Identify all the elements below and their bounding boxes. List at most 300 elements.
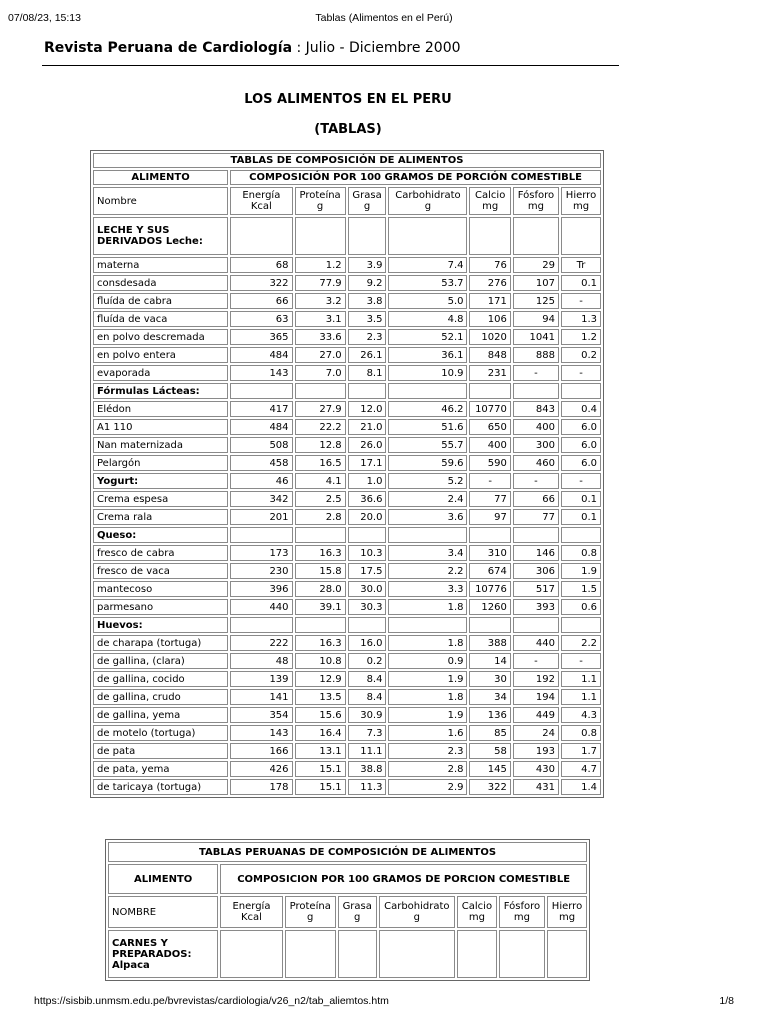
value-cell: 650 — [469, 419, 510, 435]
table-caption-row — [93, 153, 601, 168]
value-cell: 2.5 — [295, 491, 346, 507]
table-group-header-row — [93, 170, 601, 185]
composition-table-2 — [105, 839, 590, 981]
empty-cell — [469, 527, 510, 543]
value-cell: 143 — [230, 365, 292, 381]
value-cell: 400 — [469, 437, 510, 453]
value-cell: 306 — [513, 563, 559, 579]
empty-cell — [388, 217, 467, 255]
empty-cell — [379, 930, 455, 978]
value-cell: 1.9 — [388, 707, 467, 723]
value-cell: 1.2 — [561, 329, 601, 345]
value-cell: 7.3 — [348, 725, 387, 741]
value-cell: 107 — [513, 275, 559, 291]
food-name: Pelargón — [93, 455, 228, 471]
table-row — [93, 743, 601, 759]
value-cell: 1.8 — [388, 599, 467, 615]
table-row — [93, 401, 601, 417]
food-name: consdesada — [93, 275, 228, 291]
value-cell: 674 — [469, 563, 510, 579]
value-cell: 388 — [469, 635, 510, 651]
header-divider — [42, 65, 619, 66]
value-cell: 10.8 — [295, 653, 346, 669]
value-cell: 20.0 — [348, 509, 387, 525]
value-cell: Tr — [561, 257, 601, 273]
food-name: evaporada — [93, 365, 228, 381]
empty-cell — [348, 617, 387, 633]
value-cell: 26.0 — [348, 437, 387, 453]
value-cell: 5.0 — [388, 293, 467, 309]
value-cell: 13.5 — [295, 689, 346, 705]
value-cell: 14 — [469, 653, 510, 669]
food-name: A1 110 — [93, 419, 228, 435]
column-header: Calcio mg — [457, 896, 497, 928]
value-cell: 173 — [230, 545, 292, 561]
empty-cell — [295, 527, 346, 543]
value-cell: 36.1 — [388, 347, 467, 363]
value-cell: 4.1 — [295, 473, 346, 489]
value-cell: 194 — [513, 689, 559, 705]
category-row — [93, 217, 601, 255]
value-cell: 3.4 — [388, 545, 467, 561]
food-column-header: ALIMENTO — [108, 864, 218, 894]
value-cell: 30 — [469, 671, 510, 687]
value-cell: 10776 — [469, 581, 510, 597]
value-cell: 46 — [230, 473, 292, 489]
value-cell: 590 — [469, 455, 510, 471]
print-datetime: 07/08/23, 15:13 — [8, 12, 81, 24]
value-cell: 51.6 — [388, 419, 467, 435]
value-cell: 36.6 — [348, 491, 387, 507]
value-cell: 146 — [513, 545, 559, 561]
table-row — [93, 779, 601, 795]
value-cell: 2.9 — [388, 779, 467, 795]
value-cell: 1.3 — [561, 311, 601, 327]
composition-column-header: COMPOSICION POR 100 GRAMOS DE PORCION COMESTIBLE — [220, 864, 587, 894]
table-row — [93, 509, 601, 525]
value-cell: 365 — [230, 329, 292, 345]
value-cell: 6.0 — [561, 455, 601, 471]
value-cell: 322 — [469, 779, 510, 795]
empty-cell — [561, 527, 601, 543]
table-row — [93, 257, 601, 273]
value-cell: 440 — [513, 635, 559, 651]
value-cell: 16.3 — [295, 635, 346, 651]
value-cell: 29 — [513, 257, 559, 273]
empty-cell — [230, 383, 292, 399]
empty-cell — [561, 617, 601, 633]
value-cell: 2.2 — [388, 563, 467, 579]
column-header: Fósforo mg — [499, 896, 545, 928]
value-cell: 15.6 — [295, 707, 346, 723]
value-cell: 15.1 — [295, 779, 346, 795]
value-cell: 0.2 — [561, 347, 601, 363]
value-cell: 30.9 — [348, 707, 387, 723]
value-cell: 55.7 — [388, 437, 467, 453]
category-label: CARNES Y PREPARADOS: Alpaca — [108, 930, 218, 978]
value-cell: 0.6 — [561, 599, 601, 615]
value-cell: 171 — [469, 293, 510, 309]
empty-cell — [513, 527, 559, 543]
table-row — [93, 653, 601, 669]
value-cell: 0.1 — [561, 491, 601, 507]
category-label: Queso: — [93, 527, 228, 543]
value-cell: - — [513, 473, 559, 489]
empty-cell — [348, 217, 387, 255]
column-header: Grasa g — [338, 896, 377, 928]
value-cell: 34 — [469, 689, 510, 705]
value-cell: 4.3 — [561, 707, 601, 723]
table-row — [93, 689, 601, 705]
column-header: Energía Kcal — [220, 896, 282, 928]
journal-header — [44, 40, 461, 56]
value-cell: - — [561, 653, 601, 669]
food-name: de gallina, (clara) — [93, 653, 228, 669]
table-row — [93, 599, 601, 615]
value-cell: 460 — [513, 455, 559, 471]
value-cell: 1.6 — [388, 725, 467, 741]
value-cell: 106 — [469, 311, 510, 327]
journal-issue: : Julio - Diciembre 2000 — [292, 40, 461, 56]
table-caption: TABLAS DE COMPOSICIÓN DE ALIMENTOS — [93, 153, 601, 168]
value-cell: 1.9 — [561, 563, 601, 579]
value-cell: 192 — [513, 671, 559, 687]
value-cell: 53.7 — [388, 275, 467, 291]
category-row — [108, 930, 587, 978]
food-name: en polvo descremada — [93, 329, 228, 345]
food-name: Crema espesa — [93, 491, 228, 507]
value-cell: 1.4 — [561, 779, 601, 795]
value-cell: 193 — [513, 743, 559, 759]
value-cell: 310 — [469, 545, 510, 561]
value-cell: 0.1 — [561, 509, 601, 525]
value-cell: 16.4 — [295, 725, 346, 741]
value-cell: 33.6 — [295, 329, 346, 345]
table-row — [93, 671, 601, 687]
category-label: Huevos: — [93, 617, 228, 633]
value-cell: 10.9 — [388, 365, 467, 381]
food-name: de motelo (tortuga) — [93, 725, 228, 741]
value-cell: 484 — [230, 419, 292, 435]
table-row — [93, 707, 601, 723]
value-cell: 1.8 — [388, 689, 467, 705]
composition-table-1 — [90, 150, 604, 798]
food-name: de gallina, yema — [93, 707, 228, 723]
value-cell: 431 — [513, 779, 559, 795]
empty-cell — [561, 217, 601, 255]
value-cell: 0.2 — [348, 653, 387, 669]
food-name: de pata, yema — [93, 761, 228, 777]
value-cell: 222 — [230, 635, 292, 651]
column-header: Nombre — [93, 187, 228, 215]
table-row — [93, 761, 601, 777]
table-row — [93, 419, 601, 435]
table-caption: TABLAS PERUANAS DE COMPOSICIÓN DE ALIMENTOS — [108, 842, 587, 862]
value-cell: 63 — [230, 311, 292, 327]
value-cell: 38.8 — [348, 761, 387, 777]
value-cell: 145 — [469, 761, 510, 777]
value-cell: 58 — [469, 743, 510, 759]
empty-cell — [220, 930, 282, 978]
value-cell: 400 — [513, 419, 559, 435]
empty-cell — [388, 617, 467, 633]
table-row — [93, 563, 601, 579]
value-cell: 458 — [230, 455, 292, 471]
value-cell: 417 — [230, 401, 292, 417]
value-cell: 1.9 — [388, 671, 467, 687]
table-row — [93, 293, 601, 309]
value-cell: 1020 — [469, 329, 510, 345]
value-cell: 125 — [513, 293, 559, 309]
food-name: de taricaya (tortuga) — [93, 779, 228, 795]
value-cell: 1041 — [513, 329, 559, 345]
food-name: de gallina, crudo — [93, 689, 228, 705]
table-row — [93, 437, 601, 453]
value-cell: 59.6 — [388, 455, 467, 471]
empty-cell — [513, 217, 559, 255]
value-cell: 143 — [230, 725, 292, 741]
food-column-header: ALIMENTO — [93, 170, 228, 185]
value-cell: 26.1 — [348, 347, 387, 363]
empty-cell — [388, 383, 467, 399]
column-header: Carbohidrato g — [379, 896, 455, 928]
table-column-header-row — [108, 896, 587, 928]
value-cell: 24 — [513, 725, 559, 741]
value-cell: 843 — [513, 401, 559, 417]
food-name: Crema rala — [93, 509, 228, 525]
value-cell: 12.0 — [348, 401, 387, 417]
empty-cell — [457, 930, 497, 978]
value-cell: - — [561, 293, 601, 309]
value-cell: - — [469, 473, 510, 489]
empty-cell — [499, 930, 545, 978]
value-cell: 1.0 — [348, 473, 387, 489]
table-row — [93, 311, 601, 327]
category-row — [93, 527, 601, 543]
food-name: materna — [93, 257, 228, 273]
food-name: mantecoso — [93, 581, 228, 597]
value-cell: 30.0 — [348, 581, 387, 597]
food-name: fresco de vaca — [93, 563, 228, 579]
value-cell: - — [561, 473, 601, 489]
value-cell: 13.1 — [295, 743, 346, 759]
empty-cell — [469, 617, 510, 633]
table-row — [93, 725, 601, 741]
value-cell: 136 — [469, 707, 510, 723]
value-cell: 12.8 — [295, 437, 346, 453]
document-title: LOS ALIMENTOS EN EL PERU — [244, 92, 452, 107]
food-name: de pata — [93, 743, 228, 759]
empty-cell — [295, 383, 346, 399]
table-row — [93, 635, 601, 651]
value-cell: 166 — [230, 743, 292, 759]
value-cell: 7.0 — [295, 365, 346, 381]
value-cell: 28.0 — [295, 581, 346, 597]
value-cell: 7.4 — [388, 257, 467, 273]
empty-cell — [295, 217, 346, 255]
value-cell: 139 — [230, 671, 292, 687]
empty-cell — [285, 930, 336, 978]
table-caption-row — [108, 842, 587, 862]
table-row — [93, 581, 601, 597]
value-cell: 17.5 — [348, 563, 387, 579]
value-cell: 178 — [230, 779, 292, 795]
value-cell: 396 — [230, 581, 292, 597]
food-name: en polvo entera — [93, 347, 228, 363]
value-cell: 201 — [230, 509, 292, 525]
empty-cell — [388, 527, 467, 543]
table-column-header-row — [93, 187, 601, 215]
category-label: LECHE Y SUS DERIVADOS Leche: — [93, 217, 228, 255]
value-cell: 449 — [513, 707, 559, 723]
value-cell: 16.3 — [295, 545, 346, 561]
table-row — [93, 365, 601, 381]
composition-column-header: COMPOSICIÓN POR 100 GRAMOS DE PORCIÓN COMESTIBLE — [230, 170, 601, 185]
value-cell: 1.5 — [561, 581, 601, 597]
value-cell: 15.1 — [295, 761, 346, 777]
food-name: fluída de vaca — [93, 311, 228, 327]
value-cell: 3.3 — [388, 581, 467, 597]
value-cell: 52.1 — [388, 329, 467, 345]
empty-cell — [338, 930, 377, 978]
value-cell: 3.9 — [348, 257, 387, 273]
value-cell: 2.3 — [348, 329, 387, 345]
column-header: Proteína g — [285, 896, 336, 928]
column-header: Energía Kcal — [230, 187, 292, 215]
value-cell: - — [561, 365, 601, 381]
value-cell: 10.3 — [348, 545, 387, 561]
journal-name: Revista Peruana de Cardiología — [44, 40, 293, 56]
value-cell: 300 — [513, 437, 559, 453]
value-cell: 17.1 — [348, 455, 387, 471]
value-cell: 6.0 — [561, 437, 601, 453]
value-cell: 10770 — [469, 401, 510, 417]
value-cell: 4.8 — [388, 311, 467, 327]
value-cell: 15.8 — [295, 563, 346, 579]
table-row — [93, 545, 601, 561]
value-cell: 0.4 — [561, 401, 601, 417]
value-cell: 508 — [230, 437, 292, 453]
value-cell: 2.8 — [388, 761, 467, 777]
value-cell: 0.8 — [561, 725, 601, 741]
column-header: Proteína g — [295, 187, 346, 215]
value-cell: 2.8 — [295, 509, 346, 525]
value-cell: 1.8 — [388, 635, 467, 651]
food-name: de gallina, cocido — [93, 671, 228, 687]
category-row — [93, 617, 601, 633]
page-number: 1/8 — [719, 995, 734, 1007]
column-header: Fósforo mg — [513, 187, 559, 215]
empty-cell — [230, 217, 292, 255]
value-cell: 16.5 — [295, 455, 346, 471]
value-cell: 354 — [230, 707, 292, 723]
value-cell: 231 — [469, 365, 510, 381]
value-cell: 21.0 — [348, 419, 387, 435]
value-cell: 3.6 — [388, 509, 467, 525]
food-name: fluída de cabra — [93, 293, 228, 309]
empty-cell — [513, 383, 559, 399]
value-cell: 888 — [513, 347, 559, 363]
value-cell: 11.3 — [348, 779, 387, 795]
column-header: Grasa g — [348, 187, 387, 215]
value-cell: 6.0 — [561, 419, 601, 435]
empty-cell — [469, 217, 510, 255]
value-cell: 94 — [513, 311, 559, 327]
value-cell: 48 — [230, 653, 292, 669]
value-cell: 77.9 — [295, 275, 346, 291]
food-name: fresco de cabra — [93, 545, 228, 561]
page-url: https://sisbib.unmsm.edu.pe/bvrevistas/cardiologia/v26_n2/tab_aliemtos.htm — [34, 995, 389, 1007]
value-cell: 393 — [513, 599, 559, 615]
value-cell: 430 — [513, 761, 559, 777]
value-cell: 30.3 — [348, 599, 387, 615]
value-cell: 2.4 — [388, 491, 467, 507]
value-cell: 76 — [469, 257, 510, 273]
empty-cell — [469, 383, 510, 399]
value-cell: 848 — [469, 347, 510, 363]
value-cell: 426 — [230, 761, 292, 777]
value-cell: - — [513, 653, 559, 669]
empty-cell — [230, 617, 292, 633]
empty-cell — [348, 527, 387, 543]
value-cell: 230 — [230, 563, 292, 579]
value-cell: 1.2 — [295, 257, 346, 273]
table-row — [93, 275, 601, 291]
food-name: Yogurt: — [93, 473, 228, 489]
table-row — [93, 455, 601, 471]
value-cell: 3.5 — [348, 311, 387, 327]
table-row — [93, 329, 601, 345]
table-row — [93, 473, 601, 489]
value-cell: 9.2 — [348, 275, 387, 291]
value-cell: 1.1 — [561, 689, 601, 705]
value-cell: 0.9 — [388, 653, 467, 669]
food-name: Elédon — [93, 401, 228, 417]
value-cell: 77 — [513, 509, 559, 525]
value-cell: 3.1 — [295, 311, 346, 327]
value-cell: 12.9 — [295, 671, 346, 687]
value-cell: 68 — [230, 257, 292, 273]
value-cell: 5.2 — [388, 473, 467, 489]
value-cell: 1.7 — [561, 743, 601, 759]
empty-cell — [230, 527, 292, 543]
value-cell: 141 — [230, 689, 292, 705]
empty-cell — [561, 383, 601, 399]
food-name: de charapa (tortuga) — [93, 635, 228, 651]
value-cell: 0.8 — [561, 545, 601, 561]
column-header: NOMBRE — [108, 896, 218, 928]
column-header: Carbohidrato g — [388, 187, 467, 215]
empty-cell — [348, 383, 387, 399]
value-cell: 11.1 — [348, 743, 387, 759]
value-cell: 22.2 — [295, 419, 346, 435]
value-cell: 322 — [230, 275, 292, 291]
value-cell: 8.4 — [348, 689, 387, 705]
value-cell: 8.1 — [348, 365, 387, 381]
table-row — [93, 491, 601, 507]
empty-cell — [513, 617, 559, 633]
value-cell: 440 — [230, 599, 292, 615]
value-cell: 39.1 — [295, 599, 346, 615]
value-cell: 46.2 — [388, 401, 467, 417]
value-cell: - — [513, 365, 559, 381]
value-cell: 85 — [469, 725, 510, 741]
food-name: parmesano — [93, 599, 228, 615]
empty-cell — [547, 930, 587, 978]
category-row — [93, 383, 601, 399]
column-header: Hierro mg — [547, 896, 587, 928]
value-cell: 1260 — [469, 599, 510, 615]
